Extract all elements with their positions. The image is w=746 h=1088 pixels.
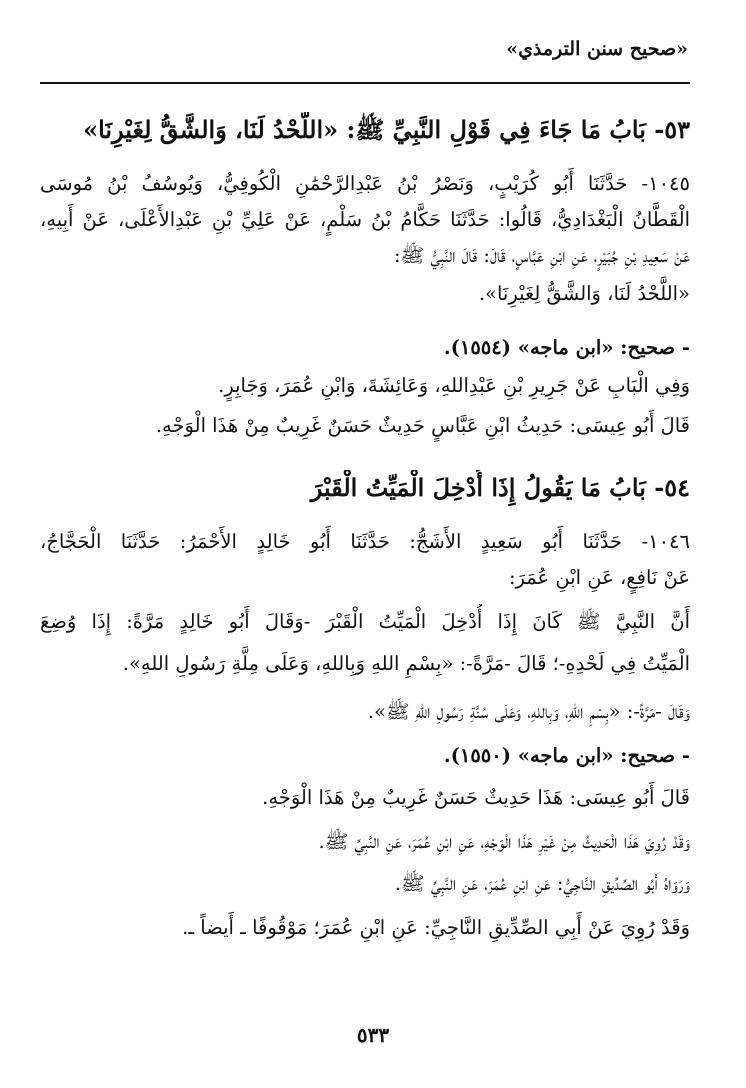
hadith-1045-line-2: الْقَطَّانُ الْبَغْدَادِيُّ، قَالُوا: حَدَّثَنَا حَكَّامُ بْنُ سَلْمٍ، عَنْ عَلِيِّ بْنِ عَبْدِالأَعْلَى، عَنْ أَبِيهِ، bbox=[40, 208, 690, 231]
page-number: ٥٣٣ bbox=[356, 1023, 390, 1047]
hadith-1046-line-3: أَنَّ النَّبِيَّ ﷺ كَانَ إِذَا أُدْخِلَ الْمَيِّتُ الْقَبْرَ -وَقَالَ أَبُو خَالِدٍ مَرَّةً: إِذَا وُضِعَ bbox=[40, 610, 690, 633]
chapter-54-heading: ٥٤- بَابُ مَا يَقُولُ إِذَا أُدْخِلَ الْمَيِّتُ الْقَبْرَ bbox=[310, 473, 690, 502]
grading-1046: - صحيح: «ابن ماجه» (١٥٥٠). bbox=[443, 744, 690, 767]
running-header: «صحيح سنن الترمذي» bbox=[506, 38, 688, 60]
header-rule bbox=[40, 82, 690, 84]
hadith-1045-line-1: ١٠٤٥- حَدَّثَنَا أَبُو كُرَيْبٍ، وَنَصْرُ بْنُ عَبْدِالرَّحْمَٰنِ الْكُوفِيُّ، وَيُوسُفُ بْنُ مُوسَى bbox=[40, 172, 690, 195]
hadith-1045-line-3: عَنْ سَعِيدِ بْنِ جُبَيْرٍ، عَنِ ابْنِ عَبَّاسٍ، قَالَ: قَالَ النَّبِيُّ ﷺ: bbox=[394, 244, 690, 267]
chapter-54-note-2: وَقَدْ رُوِيَ هَذَا الْحَدِيثُ مِنْ غَيْرِ هَذَا الْوَجْهِ، عَنِ ابْنِ عُمَرَ، عَنِ النَّبِيِّ ﷺ. bbox=[318, 830, 690, 853]
chapter-53-heading: ٥٣- بَابُ مَا جَاءَ فِي قَوْلِ النَّبِيِّ ﷺ: «اللَّحْدُ لَنَا، وَالشَّقُّ لِغَيْرِنَا» bbox=[83, 115, 690, 144]
chapter-54-note-3: وَرَوَاهُ أَبُو الصِّدِّيقِ النَّاجِيُّ: عَنِ ابْنِ عُمَرَ، عَنِ النَّبِيِّ ﷺ. bbox=[394, 872, 690, 895]
chapter-53-note-2: قَالَ أَبُو عِيسَى: حَدِيثُ ابْنِ عَبَّاسٍ حَدِيثٌ حَسَنٌ غَرِيبٌ مِنْ هَذَا الْوَجْهِ. bbox=[155, 414, 690, 437]
chapter-54-note-4: وَقَدْ رُوِيَ عَنْ أَبِي الصِّدِّيقِ النَّاجِيِّ: عَنِ ابْنِ عُمَرَ؛ مَوْقُوفًا ـ أَيضاً ـ. bbox=[182, 916, 690, 939]
chapter-54-note-1: قَالَ أَبُو عِيسَى: هَذَا حَدِيثٌ حَسَنٌ غَرِيبٌ مِنْ هَذَا الْوَجْهِ. bbox=[262, 786, 690, 809]
hadith-1046-line-5: وَقَالَ -مَرَّةً-: «بِسْمِ اللهِ، وَبِاللهِ، وَعَلَى سُنَّةِ رَسُولِ اللهِ ﷺ». bbox=[367, 700, 690, 723]
hadith-1046-line-1: ١٠٤٦- حَدَّثَنَا أَبُو سَعِيدٍ الأَشَجُّ: حَدَّثَنَا أَبُو خَالِدٍ الأَحْمَرُ: حَدَّثَنَا الْحَجَّاجُ، bbox=[40, 530, 690, 553]
hadith-1046-line-4: الْمَيِّتُ فِي لَحْدِهِ-؛ قَالَ -مَرَّةً-: «بِسْمِ اللهِ وَبِاللهِ، وَعَلَى مِلَّةِ رَسُولِ اللهِ». bbox=[122, 652, 690, 675]
chapter-53-note-1: وَفِي الْبَابِ عَنْ جَرِيرِ بْنِ عَبْدِاللهِ، وَعَائِشَةَ، وَابْنِ عُمَرَ، وَجَابِرٍ. bbox=[218, 374, 690, 397]
grading-1045: - صحيح: «ابن ماجه» (١٥٥٤). bbox=[443, 336, 690, 359]
hadith-1045-line-4: «اللَّحْدُ لَنَا، وَالشَّقُّ لِغَيْرِنَا». bbox=[478, 282, 690, 305]
hadith-1046-line-2: عَنْ نَافِعٍ، عَنِ ابْنِ عُمَرَ: bbox=[508, 566, 690, 589]
